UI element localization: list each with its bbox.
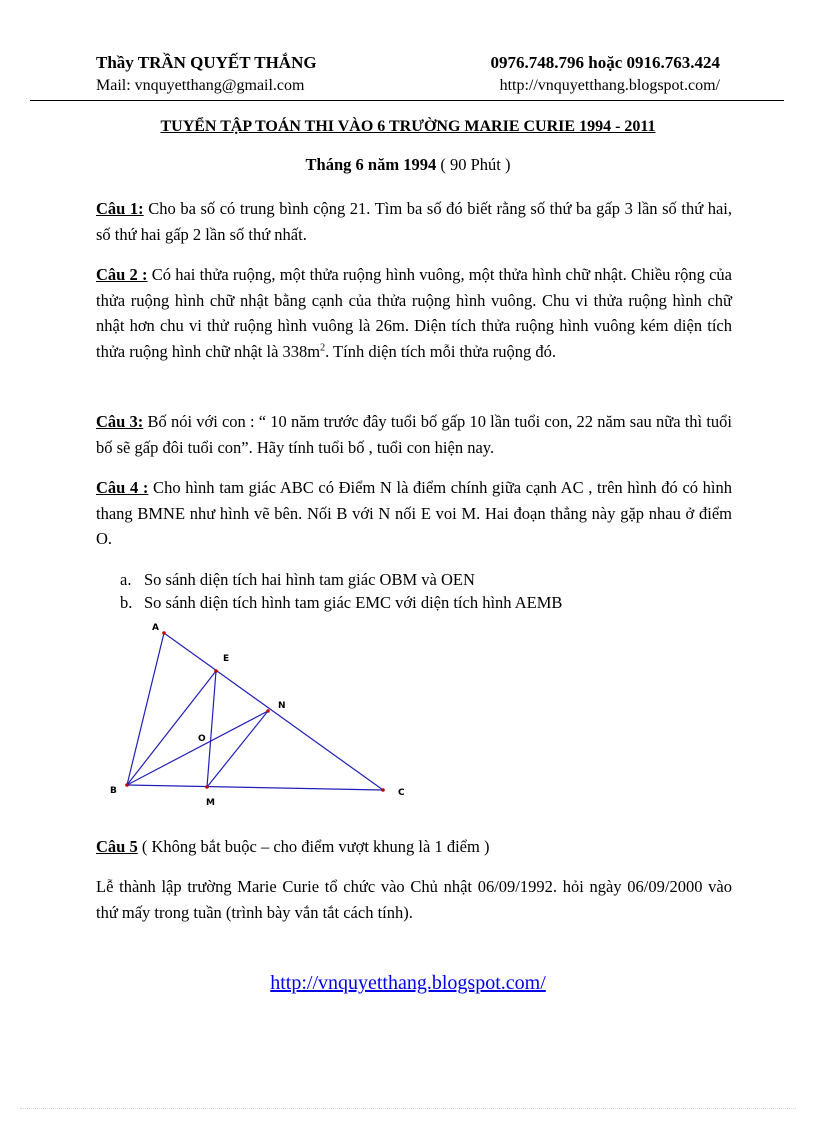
segment-MN bbox=[207, 711, 268, 787]
question-5-note: ( Không bắt buộc – cho điểm vượt khung là 1 điểm ) bbox=[137, 837, 490, 856]
list-item bbox=[120, 568, 562, 591]
question-4-label: Câu 4 : bbox=[96, 478, 149, 497]
label-B: B bbox=[110, 786, 117, 796]
question-4-text: Cho hình tam giác ABC có Điểm N là điểm chính giữa cạnh AC , trên hình đó có hình thang BMNE như hình vẽ bên. Nối B với N nối E voi M. Hai đoạn thẳng này gặp nhau ở điểm O. bbox=[96, 478, 733, 548]
question-2 bbox=[96, 262, 732, 364]
question-4-subitems bbox=[120, 568, 562, 614]
segment-EM bbox=[207, 671, 216, 787]
point-N bbox=[266, 709, 270, 713]
label-E: E bbox=[223, 654, 230, 664]
question-1 bbox=[96, 196, 732, 247]
list-marker: b. bbox=[120, 593, 133, 612]
exam-date: Tháng 6 năm 1994 bbox=[305, 155, 437, 174]
question-1-text: Cho ba số có trung bình cộng 21. Tìm ba số đó biết rằng số thứ ba gấp 3 lần số thứ hai, số thứ hai gấp 2 lần số thứ nhất. bbox=[96, 199, 732, 244]
label-C: C bbox=[398, 788, 405, 798]
question-2-text: Có hai thửa ruộng, một thửa ruộng hình vuông, một thửa hình chữ nhật. Chiều rộng của thửa ruộng hình chữ nhật bằng cạnh của thửa ruộng hình vuông. Chu vi thửa ruộng hình chữ nhật hơn chu vi thử ruộng hình vuông là 26m. Diện tích thửa ruộng hình vuông kém diện tích thửa ruộng hình chữ nhật là 338m bbox=[96, 265, 732, 361]
author-name: Thầy TRẦN QUYẾT THẮNG bbox=[96, 53, 317, 72]
label-M: M bbox=[206, 798, 215, 808]
phone-numbers: 0976.748.796 hoặc 0916.763.424 bbox=[490, 53, 720, 72]
list-text: So sánh diện tích hai hình tam giác OBM và OEN bbox=[144, 570, 475, 589]
exam-duration: ( 90 Phút ) bbox=[440, 155, 511, 174]
label-A: A bbox=[152, 623, 159, 633]
question-3 bbox=[96, 409, 732, 460]
segment-BN bbox=[127, 711, 268, 785]
exam-subtitle bbox=[0, 155, 816, 175]
question-5-label: Câu 5 bbox=[96, 837, 138, 856]
question-2-tail: . Tính diện tích mỗi thửa ruộng đó. bbox=[325, 341, 557, 361]
point-M bbox=[205, 785, 209, 789]
question-4 bbox=[96, 475, 732, 552]
question-2-label: Câu 2 : bbox=[96, 265, 148, 284]
question-3-label: Câu 3: bbox=[96, 412, 144, 431]
triangle-figure bbox=[100, 615, 420, 815]
point-C bbox=[381, 788, 385, 792]
blog-link[interactable]: http://vnquyetthang.blogspot.com/ bbox=[270, 972, 546, 994]
list-text: So sánh diện tích hình tam giác EMC với diện tích hình AEMB bbox=[144, 593, 563, 612]
list-marker: a. bbox=[120, 570, 132, 589]
list-item bbox=[120, 591, 562, 614]
label-O: O bbox=[198, 734, 206, 744]
blog-address: http://vnquyetthang.blogspot.com/ bbox=[499, 77, 720, 94]
mail-address: Mail: vnquyetthang@gmail.com bbox=[96, 77, 305, 94]
header-divider bbox=[30, 100, 784, 101]
segment-AC bbox=[164, 633, 383, 790]
header-row-1 bbox=[96, 53, 720, 73]
question-5 bbox=[96, 874, 732, 925]
label-N: N bbox=[278, 701, 286, 711]
question-5-text: Lễ thành lập trường Marie Curie tổ chức vào Chủ nhật 06/09/1992. hỏi ngày 06/09/2000 vào thứ mấy trong tuần (trình bày vắn tắt cách tính). bbox=[96, 877, 732, 922]
question-5-heading bbox=[96, 834, 732, 860]
point-E bbox=[214, 669, 218, 673]
point-A bbox=[162, 631, 166, 635]
question-1-label: Câu 1: bbox=[96, 199, 144, 218]
header-row-2 bbox=[96, 77, 720, 95]
question-2-exponent: 2 bbox=[320, 342, 326, 353]
point-B bbox=[125, 783, 129, 787]
footer-divider bbox=[20, 1108, 796, 1109]
segment-BC bbox=[127, 785, 383, 790]
question-3-text: Bố nói với con : “ 10 năm trước đây tuổi bố gấp 10 lần tuổi con, 22 năm sau nữa thì tuổi bố sẽ gấp đôi tuổi con”. Hãy tính tuổi bố , tuổi con hiện nay. bbox=[96, 412, 732, 457]
document-title: TUYỂN TẬP TOÁN THI VÀO 6 TRƯỜNG MARIE CURIE 1994 - 2011 bbox=[160, 118, 656, 135]
